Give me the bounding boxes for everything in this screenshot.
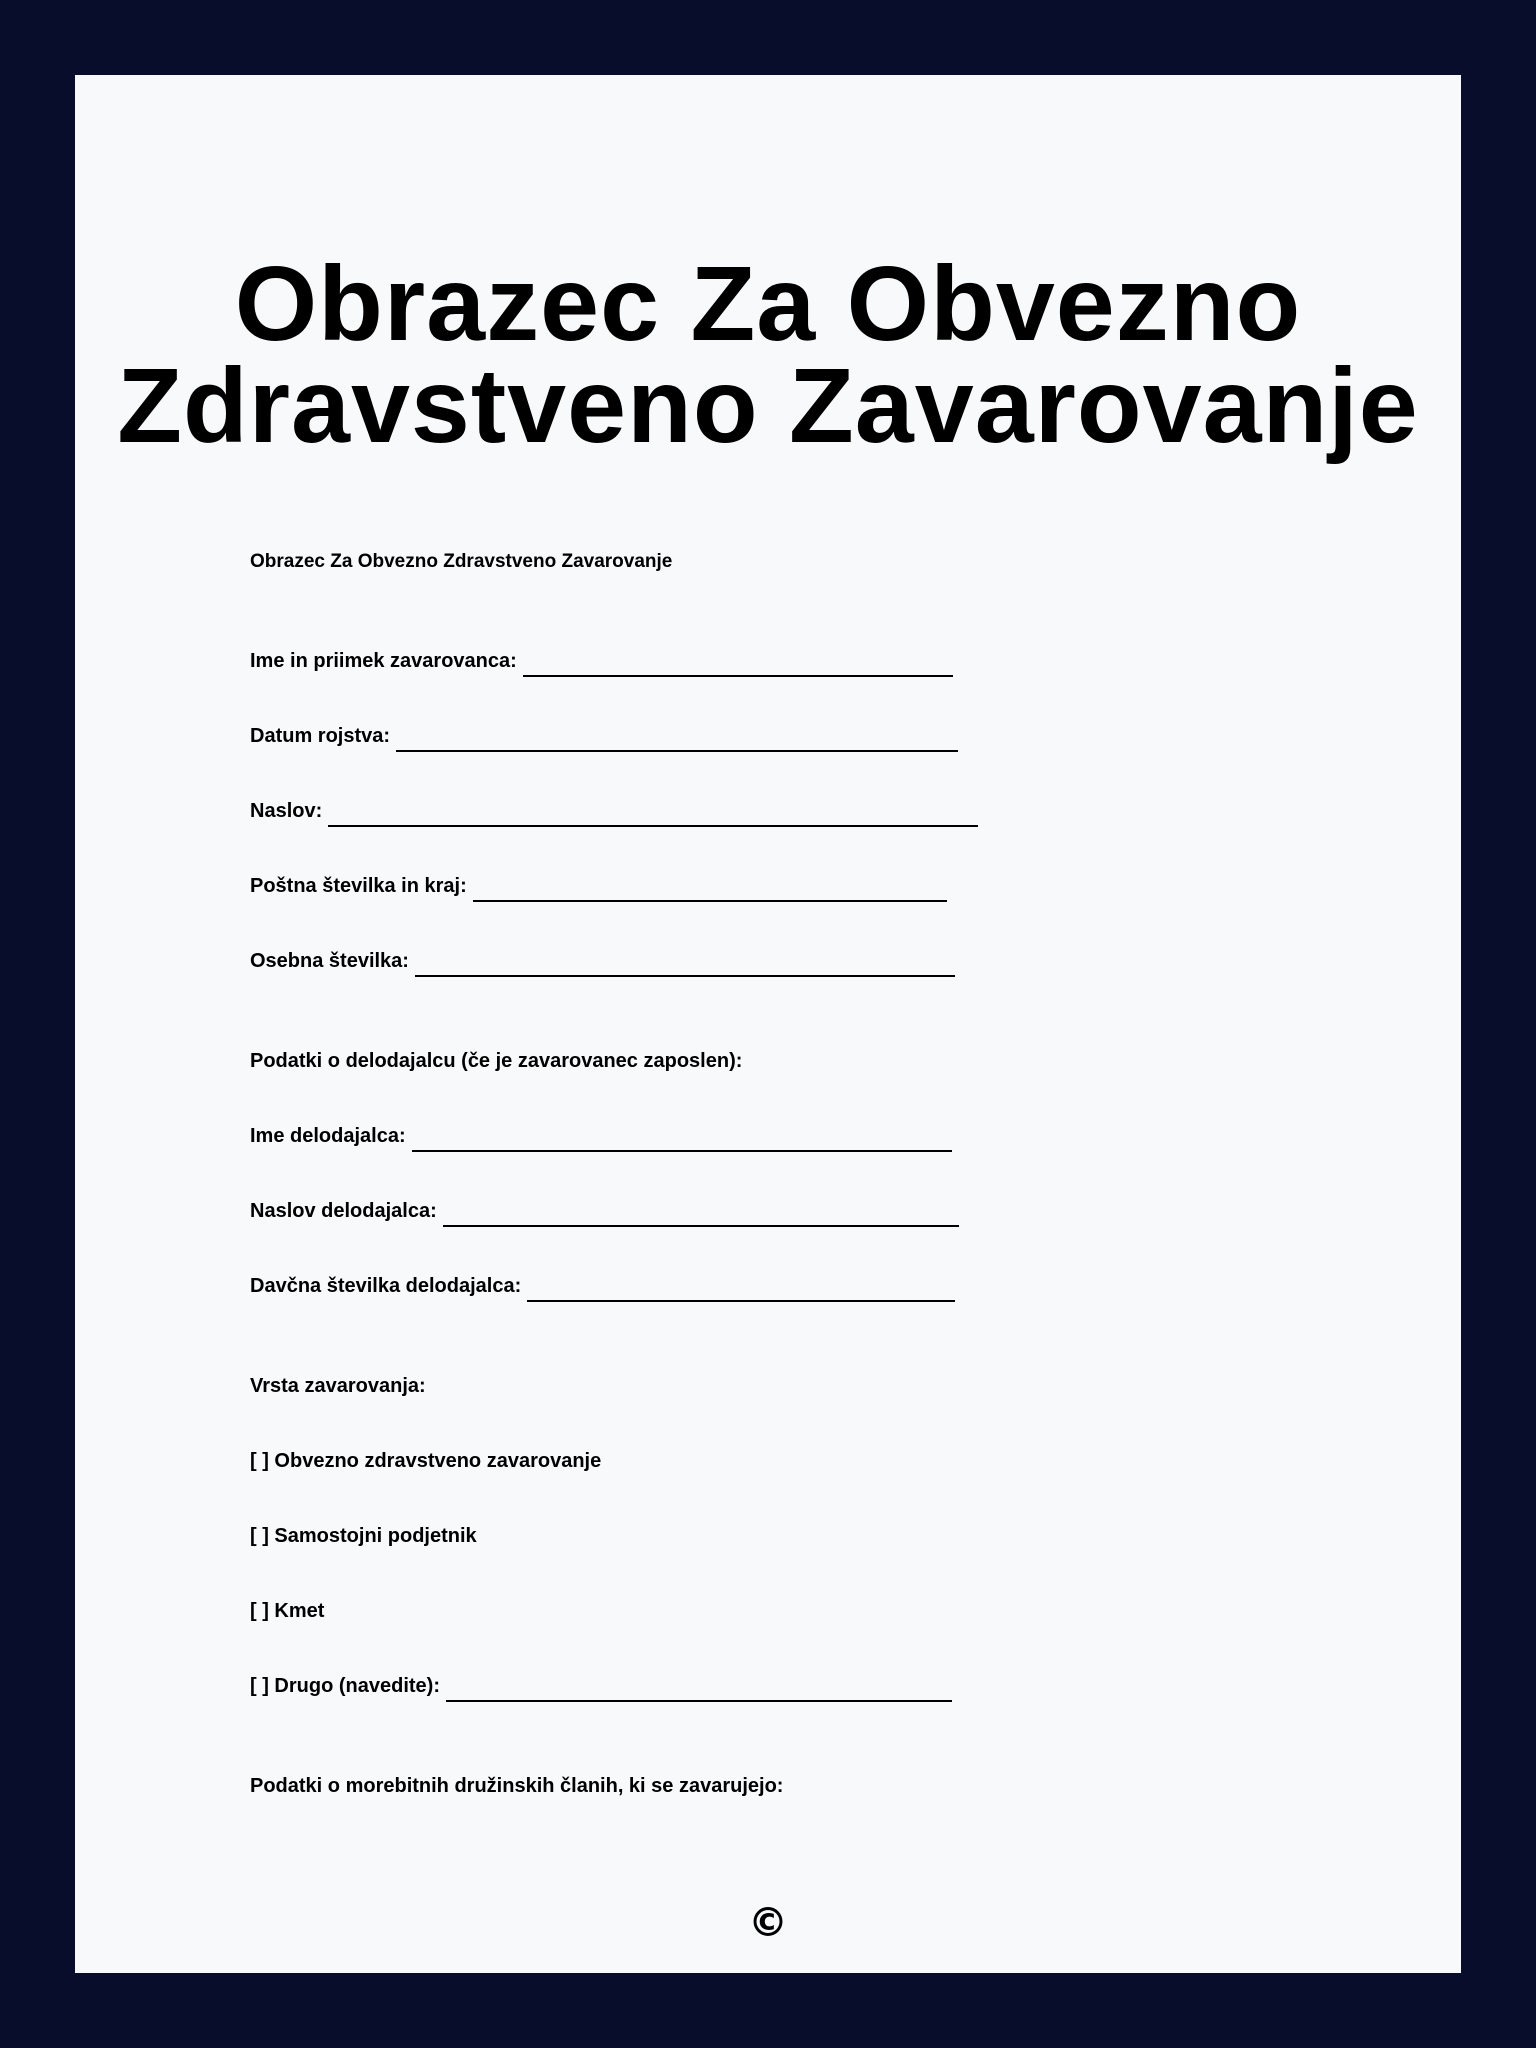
family-section-label	[250, 1775, 783, 1798]
employer-name-line[interactable]	[412, 1132, 952, 1152]
document-page	[75, 75, 1461, 1973]
postal-field[interactable]	[250, 875, 947, 898]
employer-tax-field[interactable]	[250, 1275, 955, 1298]
page-title-line-1: Obrazec Za Obvezno	[234, 245, 1302, 363]
personal-number-field[interactable]	[250, 950, 955, 973]
insured-name-line[interactable]	[523, 657, 953, 677]
employer-name-field[interactable]	[250, 1125, 952, 1148]
insurance-type-label	[250, 1375, 426, 1398]
birth-date-label: Datum rojstva:	[250, 725, 391, 747]
employer-section-label	[250, 1050, 742, 1073]
option-self-employed[interactable]	[250, 1525, 477, 1548]
page-title	[75, 245, 1461, 465]
address-label: Naslov:	[250, 800, 323, 822]
option-mandatory-label[interactable]: [ ] Obvezno zdravstveno zavarovanje	[250, 1450, 602, 1472]
employer-name-label: Ime delodajalca:	[250, 1125, 406, 1147]
postal-label: Poštna številka in kraj:	[250, 875, 467, 897]
form-heading-text: Obrazec Za Obvezno Zdravstveno Zavarovanje	[250, 551, 673, 572]
employer-address-field[interactable]	[250, 1200, 959, 1223]
family-section-text: Podatki o morebitnih družinskih članih, ki se zavarujejo:	[250, 1775, 784, 1797]
option-self-employed-label[interactable]: [ ] Samostojni podjetnik	[250, 1525, 477, 1547]
option-other-label[interactable]: [ ] Drugo (navedite):	[250, 1675, 440, 1697]
employer-section-text: Podatki o delodajalcu (če je zavarovanec zaposlen):	[250, 1050, 743, 1072]
insured-name-label: Ime in priimek zavarovanca:	[250, 650, 517, 672]
birth-date-field[interactable]	[250, 725, 958, 748]
employer-tax-line[interactable]	[527, 1282, 955, 1302]
insured-name-field[interactable]	[250, 650, 953, 673]
employer-address-line[interactable]	[443, 1207, 959, 1227]
employer-tax-label: Davčna številka delodajalca:	[250, 1275, 522, 1297]
option-other[interactable]	[250, 1675, 952, 1698]
option-farmer-label[interactable]: [ ] Kmet	[250, 1600, 325, 1622]
form-heading	[250, 551, 672, 573]
option-mandatory[interactable]	[250, 1450, 601, 1473]
postal-line[interactable]	[473, 882, 947, 902]
birth-date-line[interactable]	[396, 732, 958, 752]
copyright-icon: ©	[748, 1900, 788, 1946]
insurance-type-text: Vrsta zavarovanja:	[250, 1375, 426, 1397]
employer-address-label: Naslov delodajalca:	[250, 1200, 437, 1222]
personal-number-line[interactable]	[415, 957, 955, 977]
personal-number-label: Osebna številka:	[250, 950, 409, 972]
address-field[interactable]	[250, 800, 978, 823]
option-farmer[interactable]	[250, 1600, 324, 1623]
option-other-line[interactable]	[446, 1682, 952, 1702]
page-title-line-2: Zdravstveno Zavarovanje	[117, 347, 1419, 465]
address-line[interactable]	[328, 807, 978, 827]
